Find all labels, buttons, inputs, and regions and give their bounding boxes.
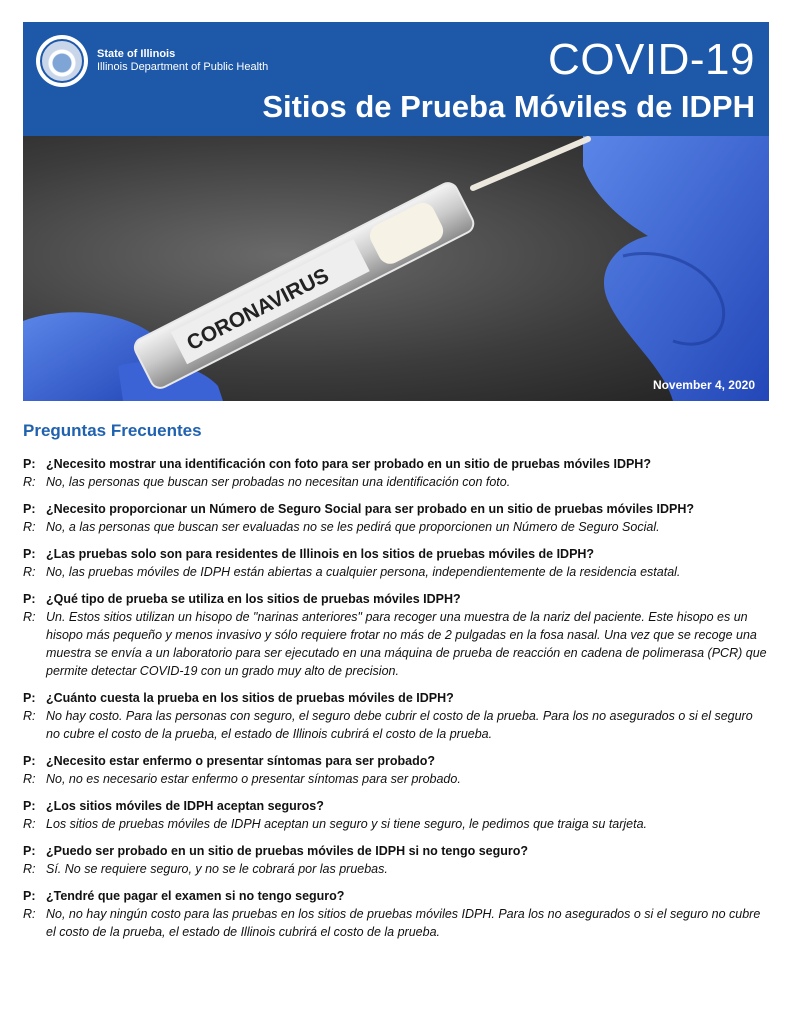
faq-question: ¿Las pruebas solo son para residentes de Illinois en los sitios de pruebas móviles de IDPH? — [46, 547, 595, 561]
faq-item — [23, 500, 769, 536]
faq-question-row — [23, 842, 769, 860]
answer-prefix: R: — [23, 907, 36, 921]
question-prefix: P: — [23, 799, 36, 813]
answer-prefix: R: — [23, 520, 36, 534]
faq-answer: No hay costo. Para las personas con seguro, el seguro debe cubrir el costo de la prueba. Para los no asegurados o si el seguro no cubre el costo de la prueba, el estado de Illinois cubrirá el costo de la prueba. — [46, 709, 753, 741]
question-prefix: P: — [23, 844, 36, 858]
hero-photo — [23, 136, 769, 401]
faq-question: ¿Puedo ser probado en un sitio de pruebas móviles de IDPH si no tengo seguro? — [46, 844, 529, 858]
answer-prefix: R: — [23, 817, 36, 831]
faq-item — [23, 689, 769, 743]
faq-answer: Los sitios de pruebas móviles de IDPH aceptan un seguro y si tiene seguro, le pedimos que traiga su tarjeta. — [46, 817, 648, 831]
faq-question-row — [23, 752, 769, 770]
question-prefix: P: — [23, 691, 36, 705]
faq-question-row — [23, 887, 769, 905]
faq-item — [23, 887, 769, 941]
answer-prefix: R: — [23, 862, 36, 876]
faq-answer-row — [23, 815, 769, 833]
faq-answer: Sí. No se requiere seguro, y no se le cobrará por las pruebas. — [46, 862, 388, 876]
answer-prefix: R: — [23, 772, 36, 786]
faq-list — [23, 455, 769, 950]
answer-prefix: R: — [23, 709, 36, 723]
faq-question: ¿Cuánto cuesta la prueba en los sitios de pruebas móviles de IDPH? — [46, 691, 454, 705]
faq-question-row — [23, 500, 769, 518]
answer-prefix: R: — [23, 475, 36, 489]
swab-tube-illustration — [23, 136, 769, 401]
question-prefix: P: — [23, 502, 36, 516]
faq-heading: Preguntas Frecuentes — [23, 421, 202, 440]
faq-item — [23, 545, 769, 581]
faq-question: ¿Necesito estar enfermo o presentar síntomas para ser probado? — [46, 754, 436, 768]
state-name: State of Illinois — [97, 48, 176, 60]
answer-prefix: R: — [23, 565, 36, 579]
question-prefix: P: — [23, 457, 36, 471]
faq-answer: No, a las personas que buscan ser evaluadas no se les pedirá que proporcionen un Número de Seguro Social. — [46, 520, 660, 534]
faq-answer: No, no es necesario estar enfermo o presentar síntomas para ser probado. — [46, 772, 461, 786]
faq-question: ¿Los sitios móviles de IDPH aceptan seguros? — [46, 799, 324, 813]
faq-item — [23, 752, 769, 788]
faq-answer-row — [23, 608, 769, 680]
faq-question: ¿Qué tipo de prueba se utiliza en los sitios de pruebas móviles IDPH? — [46, 592, 461, 606]
faq-item — [23, 590, 769, 680]
faq-answer-row — [23, 518, 769, 536]
faq-answer: No, las personas que buscan ser probadas no necesitan una identificación con foto. — [46, 475, 511, 489]
faq-question-row — [23, 689, 769, 707]
page-subtitle: Sitios de Prueba Móviles de IDPH — [262, 89, 755, 124]
faq-question: ¿Necesito proporcionar un Número de Seguro Social para ser probado en un sitio de pruebas móviles IDPH? — [46, 502, 695, 516]
faq-question-row — [23, 455, 769, 473]
publication-date: November 4, 2020 — [652, 378, 755, 392]
faq-answer: No, no hay ningún costo para las pruebas en los sitios de pruebas móviles IDPH. Para los no asegurados o si el seguro no cubre el costo de la prueba, el estado de Illinois cubrirá el costo de la prueba. — [46, 907, 761, 939]
faq-answer-row — [23, 860, 769, 878]
question-prefix: P: — [23, 592, 36, 606]
faq-answer-row — [23, 707, 769, 743]
question-prefix: P: — [23, 754, 36, 768]
agency-block — [97, 48, 268, 74]
faq-item — [23, 455, 769, 491]
question-prefix: P: — [23, 889, 36, 903]
tube-label: CORONAVIRUS — [183, 263, 333, 356]
department-name: Illinois Department of Public Health — [97, 61, 269, 73]
faq-answer: No, las pruebas móviles de IDPH están abiertas a cualquier persona, independientemente de la residencia estatal. — [46, 565, 681, 579]
question-prefix: P: — [23, 547, 36, 561]
faq-answer-row — [23, 563, 769, 581]
faq-answer: Un. Estos sitios utilizan un hisopo de "narinas anteriores" para recoger una muestra de la nariz del paciente. Este hisopo es un hisopo más pequeño y menos invasivo y sólo requiere frotar no más de 2 pulgadas en la fosa nasal. Una vez que se recoge una muestra se envía a un laboratorio para ser ejecutado en una máquina de prueba de reacción en cadena de polimerasa (PCR) que permite detectar COVID-19 con un grado muy alto de precision. — [46, 610, 767, 678]
illinois-seal-logo — [36, 35, 88, 87]
faq-answer-row — [23, 473, 769, 491]
faq-answer-row — [23, 770, 769, 788]
page-title: COVID-19 — [548, 35, 755, 84]
faq-answer-row — [23, 905, 769, 941]
faq-item — [23, 842, 769, 878]
faq-question: ¿Necesito mostrar una identificación con foto para ser probado en un sitio de pruebas móviles IDPH? — [46, 457, 651, 471]
faq-question-row — [23, 797, 769, 815]
answer-prefix: R: — [23, 610, 36, 624]
faq-item — [23, 797, 769, 833]
faq-question-row — [23, 545, 769, 563]
faq-question-row — [23, 590, 769, 608]
faq-question: ¿Tendré que pagar el examen si no tengo seguro? — [46, 889, 345, 903]
header-banner — [23, 22, 769, 136]
